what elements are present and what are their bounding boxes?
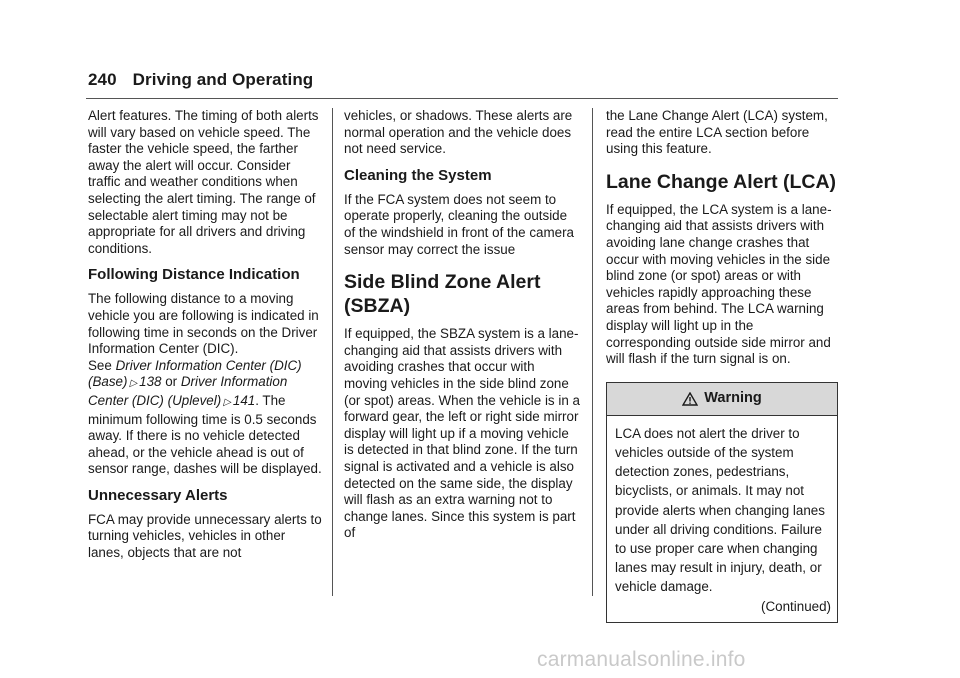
continued-paragraph: the Lane Change Alert (LCA) system, read the entire LCA section before using this feature. (606, 108, 828, 157)
unnecessary-alerts-heading: Unnecessary Alerts (88, 486, 228, 504)
xref-dic-base-title[interactable]: Driver Information Center (DIC) (Base) (88, 357, 302, 390)
sbza-heading: Side Blind Zone Alert (SBZA) (344, 271, 541, 318)
intro-paragraph: Alert features. The timing of both alerts will vary based on vehicle speed. The faster the vehicle speed, the farther away the alert will occur. Consider traffic and weather conditions when selecting the alert timing. The range of selectable alert timing may not be appropriate for all drivers and driving conditions. (88, 108, 319, 256)
header-rule (86, 98, 838, 99)
continued-paragraph: vehicles, or shadows. These alerts are normal operation and the vehicle does not need service. (344, 108, 573, 157)
warning-header (607, 383, 837, 416)
following-distance-text-end: . The minimum following time is 0.5 seconds away. If there is no vehicle detected ahead, or the vehicle ahead is out of sensor range, dashes will be displayed. (88, 392, 322, 477)
xref-dic-uplevel-page[interactable]: 141 (232, 392, 256, 408)
page-header (88, 70, 313, 90)
xref-dic-uplevel-title[interactable]: Driver Information Center (DIC) (Uplevel) (88, 374, 288, 408)
column-left (88, 108, 324, 562)
cleaning-heading: Cleaning the System (344, 166, 492, 184)
column-middle (344, 108, 580, 542)
lca-heading: Lane Change Alert (LCA) (606, 170, 837, 193)
page-number: 240 (88, 70, 117, 89)
section-title: Driving and Operating (132, 70, 314, 89)
see-word: See (88, 357, 112, 373)
page-ref-icon: ▷ (223, 396, 231, 408)
following-distance-heading: Following Distance Indication (88, 266, 300, 284)
lca-paragraph: If equipped, the LCA system is a lane-changing aid that assists drivers with avoiding lane change crashes that occur with moving vehicles in the side blind zone (or spot) areas or with vehicles rapidly approaching these areas from behind. The LCA warning display will light up in the corresponding outside side mirror and will flash if the turn signal is on. (606, 201, 832, 367)
xref-dic-base-page[interactable]: 138 (139, 374, 162, 390)
continued-note: (Continued) (761, 598, 831, 614)
unnecessary-alerts-paragraph: FCA may provide unnecessary alerts to turning vehicles, vehicles in other lanes, objects that are not (88, 511, 322, 561)
warning-body (607, 416, 837, 622)
cleaning-paragraph: If the FCA system does not seem to operate properly, cleaning the outside of the windshield in front of the camera sensor may correct the issue (344, 191, 575, 257)
warning-box (606, 382, 838, 623)
sbza-paragraph: If equipped, the SBZA system is a lane-changing aid that assists drivers with avoiding crashes that occur with moving vehicles in the side blind zone (or spot) areas. When the vehicle is in a forward gear, the left or right side mirror display will light up if a moving vehicle is detected in that blind zone. If the turn signal is activated and a vehicle is also detected on the same side, the display will flash as an extra warning not to change lanes. Since this system is part of (344, 326, 580, 541)
watermark: carmanualsonline.info (537, 648, 746, 671)
warning-text: LCA does not alert the driver to vehicles outside of the system detection zones, pedestrians, bicyclists, or animals. It may not provide alerts when changing lanes under all driving conditions. Failure to use proper care when changing lanes may result in injury, death, or vehicle damage. (615, 425, 825, 595)
column-divider (332, 108, 333, 596)
warning-title: Warning (704, 390, 762, 407)
warning-triangle-icon (682, 392, 698, 406)
column-right (606, 108, 840, 623)
page-ref-icon: ▷ (129, 378, 138, 390)
following-distance-paragraph (88, 291, 324, 478)
following-distance-text: The following distance to a moving vehicle you are following is indicated in following time in seconds on the Driver Information Center (DIC). (88, 291, 319, 357)
or-word: or (165, 374, 178, 390)
column-divider (592, 108, 593, 596)
